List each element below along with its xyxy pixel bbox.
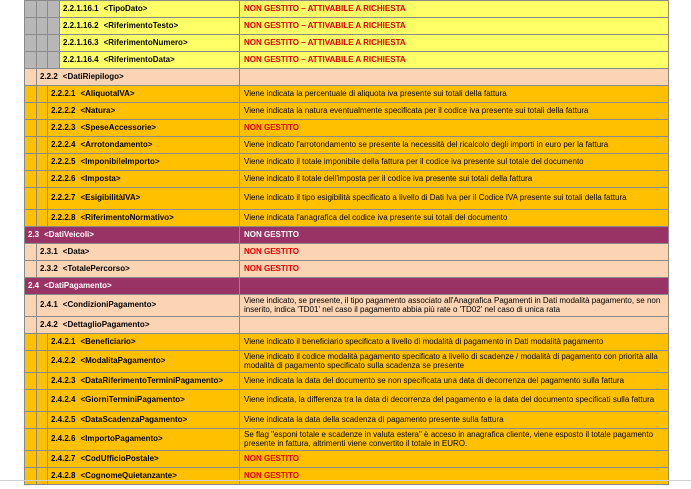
indent-cell — [25, 69, 37, 86]
element-code-cell — [48, 137, 240, 154]
table-row — [25, 210, 669, 227]
element-tag: <CondizioniPagamento> — [62, 300, 157, 310]
indent-cell — [25, 261, 37, 278]
indent-cell — [25, 86, 37, 103]
element-tag: <CognomeQuietanzante> — [80, 470, 177, 480]
indent-cell — [25, 35, 37, 52]
element-code-cell — [48, 390, 240, 412]
element-code-cell — [48, 334, 240, 351]
indent-cell — [25, 451, 37, 468]
indent-cell — [37, 137, 48, 154]
element-number: 2.2.1.16.4 — [63, 54, 99, 64]
indent-cell — [25, 137, 37, 154]
element-number: 2.2.1.16.1 — [63, 3, 99, 13]
table-row — [25, 451, 669, 468]
indent-cell — [37, 373, 48, 390]
table-row — [25, 429, 669, 451]
element-description: Viene indicato il totale dell'imposta per il codice iva presente sui totali della fattura — [240, 171, 669, 188]
element-description: NON GESTITO — [240, 227, 669, 244]
table-row — [25, 69, 669, 86]
element-code-cell — [37, 261, 240, 278]
indent-cell — [37, 334, 48, 351]
element-tag: <DatiVeicoli> — [44, 229, 94, 239]
element-number: 2.4.2.3 — [51, 375, 76, 385]
specification-table-body — [25, 1, 669, 485]
table-row — [25, 244, 669, 261]
indent-cell — [37, 86, 48, 103]
table-row — [25, 52, 669, 69]
element-description: Viene indicata la percentuale di aliquota iva presente sui totali della fattura — [240, 86, 669, 103]
table-row — [25, 188, 669, 210]
element-tag: <RiferimentoData> — [103, 54, 175, 64]
element-description: Viene indicato, se presente, il tipo pagamento associato all'Anagrafica Pagamenti in Dati modalità pagamento, se non inserito, indica 'TD01' nel caso il pagamento abbia più rate o 'TD02' nel caso di unica rata — [240, 295, 669, 317]
element-description: Viene indicata la natura eventualmente specificata per il codice iva presente sui totali della fattura — [240, 103, 669, 120]
table-row — [25, 317, 669, 334]
indent-cell — [25, 154, 37, 171]
element-tag: <ImportoPagamento> — [80, 434, 163, 444]
element-description: Se flag "esponi totale e scadenze in valuta estera" è acceso in anagrafica cliente, viene esposto il totale pagamento presente in fattura, altrimenti viene convertito il totale in EURO. — [240, 429, 669, 451]
element-description: NON GESTITO – ATTIVABILE A RICHIESTA — [240, 18, 669, 35]
element-description: NON GESTITO — [240, 244, 669, 261]
table-row — [25, 86, 669, 103]
element-description: Viene indicata la data della scadenza di pagamento presente sulla fattura — [240, 412, 669, 429]
element-description: NON GESTITO – ATTIVABILE A RICHIESTA — [240, 35, 669, 52]
element-number: 2.4.2.6 — [51, 434, 76, 444]
element-tag: <DataRiferimentoTerminiPagamento> — [80, 375, 224, 385]
indent-cell — [37, 18, 48, 35]
element-code-cell — [48, 429, 240, 451]
indent-cell — [48, 52, 60, 69]
indent-cell — [25, 373, 37, 390]
indent-cell — [25, 188, 37, 210]
element-tag: <ModalitaPagamento> — [80, 356, 166, 366]
element-description: NON GESTITO – ATTIVABILE A RICHIESTA — [240, 52, 669, 69]
indent-cell — [25, 351, 37, 373]
element-number: 2.4.2.5 — [51, 414, 76, 424]
element-code-cell — [60, 18, 240, 35]
indent-cell — [25, 334, 37, 351]
element-number: 2.2.2.7 — [51, 193, 76, 203]
indent-cell — [25, 295, 37, 317]
element-number: 2.4.2.1 — [51, 336, 76, 346]
indent-cell — [25, 1, 37, 18]
indent-cell — [25, 317, 37, 334]
element-number: 2.4.2.2 — [51, 356, 76, 366]
element-number: 2.2.2 — [40, 71, 58, 81]
element-tag: <DettaglioPagamento> — [62, 319, 150, 329]
element-number: 2.3.1 — [40, 246, 58, 256]
element-code-cell — [48, 412, 240, 429]
specification-table — [24, 0, 669, 485]
indent-cell — [37, 451, 48, 468]
element-tag: <AliquotaIVA> — [80, 88, 135, 98]
element-code-cell — [60, 52, 240, 69]
table-row — [25, 334, 669, 351]
indent-cell — [37, 390, 48, 412]
indent-cell — [25, 171, 37, 188]
table-row — [25, 18, 669, 35]
element-tag: <DataScadenzaPagamento> — [80, 414, 188, 424]
element-number: 2.2.2.8 — [51, 212, 76, 222]
element-description — [240, 69, 669, 86]
element-tag: <RiferimentoNumero> — [103, 37, 188, 47]
table-row — [25, 468, 669, 485]
table-row — [25, 137, 669, 154]
element-number: 2.4.1 — [40, 300, 58, 310]
page-bottom-divider — [0, 480, 691, 481]
indent-cell — [25, 244, 37, 261]
table-row — [25, 35, 669, 52]
element-description — [240, 278, 669, 295]
element-number: 2.2.2.6 — [51, 173, 76, 183]
indent-cell — [48, 35, 60, 52]
table-row — [25, 103, 669, 120]
indent-cell — [37, 429, 48, 451]
element-code-cell — [25, 227, 240, 244]
element-code-cell — [48, 373, 240, 390]
table-row — [25, 373, 669, 390]
element-code-cell — [37, 317, 240, 334]
element-description: Viene indicato il totale imponibile della fattura per il codice iva presente sul totale del documento — [240, 154, 669, 171]
indent-cell — [25, 429, 37, 451]
element-number: 2.2.2.2 — [51, 105, 76, 115]
element-tag: <GiorniTerminiPagamento> — [80, 395, 185, 405]
indent-cell — [25, 210, 37, 227]
table-row — [25, 154, 669, 171]
element-code-cell — [48, 351, 240, 373]
element-number: 2.3.2 — [40, 263, 58, 273]
element-description: Viene indicata la data del documento se non specificata una data di decorrenza del pagamento sulla fattura — [240, 373, 669, 390]
element-tag: <TipoDato> — [103, 3, 148, 13]
indent-cell — [37, 103, 48, 120]
element-number: 2.4.2.4 — [51, 395, 76, 405]
element-tag: <Imposta> — [80, 173, 121, 183]
element-tag: <Data> — [62, 246, 90, 256]
table-row — [25, 261, 669, 278]
table-row — [25, 227, 669, 244]
element-code-cell — [48, 188, 240, 210]
indent-cell — [25, 103, 37, 120]
element-description: Viene indicato il codice modalità pagamento specificato a livello di scadenze / modalità di pagamento con priorità alla modalità di pagamento specificato sulla scadenza se presente — [240, 351, 669, 373]
indent-cell — [37, 154, 48, 171]
table-row — [25, 171, 669, 188]
indent-cell — [37, 52, 48, 69]
element-code-cell — [48, 86, 240, 103]
element-tag: <CodUfficioPostale> — [80, 453, 159, 463]
element-code-cell — [25, 278, 240, 295]
element-tag: <Arrotondamento> — [80, 139, 153, 149]
element-tag: <RiferimentoTesto> — [103, 20, 179, 30]
element-number: 2.4 — [28, 280, 40, 290]
indent-cell — [48, 1, 60, 18]
element-code-cell — [37, 244, 240, 261]
element-code-cell — [48, 468, 240, 485]
indent-cell — [37, 1, 48, 18]
indent-cell — [37, 35, 48, 52]
element-code-cell — [37, 295, 240, 317]
element-tag: <DatiRiepilogo> — [62, 71, 124, 81]
table-row — [25, 412, 669, 429]
table-row — [25, 390, 669, 412]
element-description: NON GESTITO – ATTIVABILE A RICHIESTA — [240, 1, 669, 18]
element-description: Viene indicato il beneficiario specificato a livello di modalità di pagamento in Dati modalità pagamento — [240, 334, 669, 351]
element-number: 2.2.2.3 — [51, 122, 76, 132]
element-number: 2.2.1.16.2 — [63, 20, 99, 30]
element-description: NON GESTITO — [240, 451, 669, 468]
table-row — [25, 278, 669, 295]
indent-cell — [25, 120, 37, 137]
indent-cell — [37, 210, 48, 227]
indent-cell — [25, 18, 37, 35]
table-row — [25, 295, 669, 317]
element-code-cell — [48, 120, 240, 137]
element-tag: <Natura> — [80, 105, 116, 115]
element-description: Viene indicata l'anagrafica del codice iva presente sui totali del documento — [240, 210, 669, 227]
element-tag: <Beneficiario> — [80, 336, 136, 346]
indent-cell — [37, 188, 48, 210]
indent-cell — [25, 390, 37, 412]
element-description: NON GESTITO — [240, 261, 669, 278]
element-code-cell — [48, 451, 240, 468]
indent-cell — [25, 468, 37, 485]
element-number: 2.4.2 — [40, 319, 58, 329]
indent-cell — [37, 171, 48, 188]
element-tag: <EsigibilitàIVA> — [80, 193, 141, 203]
indent-cell — [37, 120, 48, 137]
element-description: Viene indicato il tipo esigibilità specificato a livello di Dati Iva per il Codice IVA presente sui totali della fattura — [240, 188, 669, 210]
indent-cell — [37, 351, 48, 373]
element-tag: <ImponibileImporto> — [80, 156, 160, 166]
indent-cell — [25, 52, 37, 69]
element-number: 2.3 — [28, 229, 40, 239]
element-tag: <TotalePercorso> — [62, 263, 130, 273]
table-row — [25, 1, 669, 18]
element-code-cell — [48, 103, 240, 120]
element-tag: <DatiPagamento> — [44, 280, 112, 290]
element-description — [240, 317, 669, 334]
element-number: 2.4.2.7 — [51, 453, 76, 463]
element-tag: <RiferimentoNormativo> — [80, 212, 174, 222]
element-code-cell — [37, 69, 240, 86]
table-row — [25, 120, 669, 137]
element-number: 2.4.2.8 — [51, 470, 76, 480]
element-number: 2.2.1.16.3 — [63, 37, 99, 47]
element-code-cell — [48, 210, 240, 227]
indent-cell — [37, 468, 48, 485]
element-description: Viene indicato l'arrotondamento se presente la necessità del ricalcolo degli importi in euro per la fattura — [240, 137, 669, 154]
element-code-cell — [60, 35, 240, 52]
indent-cell — [48, 18, 60, 35]
element-description: NON GESTITO — [240, 468, 669, 485]
element-code-cell — [48, 154, 240, 171]
element-code-cell — [48, 171, 240, 188]
element-tag: <SpeseAccessorie> — [80, 122, 157, 132]
element-number: 2.2.2.5 — [51, 156, 76, 166]
indent-cell — [37, 412, 48, 429]
indent-cell — [25, 412, 37, 429]
element-code-cell — [60, 1, 240, 18]
element-number: 2.2.2.1 — [51, 88, 76, 98]
element-number: 2.2.2.4 — [51, 139, 76, 149]
element-description: NON GESTITO — [240, 120, 669, 137]
element-description: Viene indicata, la differenza tra la data di decorrenza del pagamento e la data del documento specificati sulla fattura — [240, 390, 669, 412]
table-row — [25, 351, 669, 373]
